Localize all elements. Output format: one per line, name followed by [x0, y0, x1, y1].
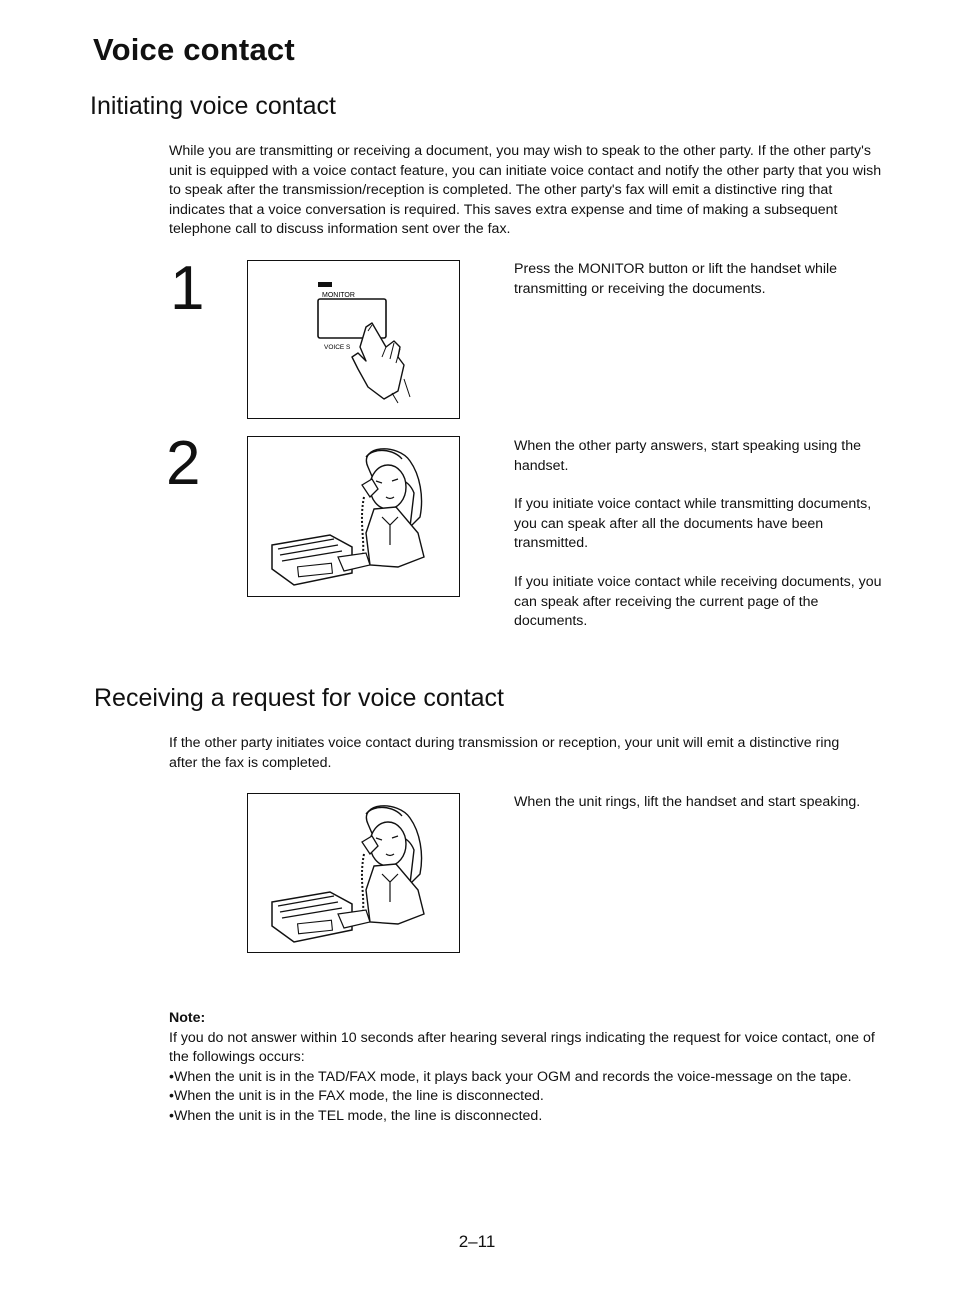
section-intro-receiving: If the other party initiates voice contact during transmission or reception, your unit will emit a distinctive ring after the fax is completed.: [169, 735, 840, 771]
step-2-paragraph: If you initiate voice contact while receiving documents, you can speak after receiving the current page of the documents.: [514, 573, 882, 630]
monitor-label: MONITOR: [322, 292, 355, 299]
monitor-button-illustration: [247, 260, 460, 419]
woman-with-fax-icon: [248, 794, 459, 952]
step-number-2: 2: [166, 429, 201, 498]
page-title: Voice contact: [93, 32, 295, 67]
note-intro: If you do not answer within 10 seconds after hearing several rings indicating the request for voice contact, one of the followings occurs:: [169, 1029, 875, 1066]
receiving-step-text: When the unit rings, lift the handset and start speaking.: [514, 794, 861, 810]
step-2-paragraph: When the other party answers, start speaking using the handset.: [514, 438, 861, 474]
section-heading-initiating: Initiating voice contact: [90, 92, 336, 120]
step-2-paragraph: If you initiate voice contact while transmitting documents, you can speak after all the documents have been transmitted.: [514, 496, 872, 552]
voice-label: VOICE S: [324, 344, 351, 351]
note-block: [169, 1009, 889, 1127]
note-bullet: •When the unit is in the FAX mode, the line is disconnected.: [169, 1088, 544, 1105]
section-intro-initiating: While you are transmitting or receiving a document, you may wish to speak to the other party. If the other party's unit is equipped with a voice contact feature, you can initiate voice contact and notify the other party that you wish to speak after the transmission/reception is completed. The other party's fax will emit a distinctive ring that indicates that a voice conversation is required. This saves extra expense and time of making a subsequent telephone call to discuss information sent over the fax.: [169, 143, 882, 238]
note-title: Note:: [169, 1010, 206, 1026]
step-2-text: [514, 437, 884, 651]
woman-on-phone-illustration: [247, 793, 460, 953]
hand-pressing-button-icon: [248, 261, 459, 418]
note-bullet: •When the unit is in the TEL mode, the line is disconnected.: [169, 1107, 543, 1124]
step-number-1: 1: [170, 254, 205, 323]
page-number: 2–11: [458, 1232, 496, 1251]
woman-with-fax-icon: [248, 437, 459, 596]
note-bullet: •When the unit is in the TAD/FAX mode, it plays back your OGM and records the voice-message on the tape.: [169, 1068, 852, 1085]
woman-on-phone-illustration: [247, 436, 460, 597]
section-heading-receiving: Receiving a request for voice contact: [94, 684, 504, 712]
step-1-text: Press the MONITOR button or lift the handset while transmitting or receiving the documents.: [514, 261, 838, 297]
